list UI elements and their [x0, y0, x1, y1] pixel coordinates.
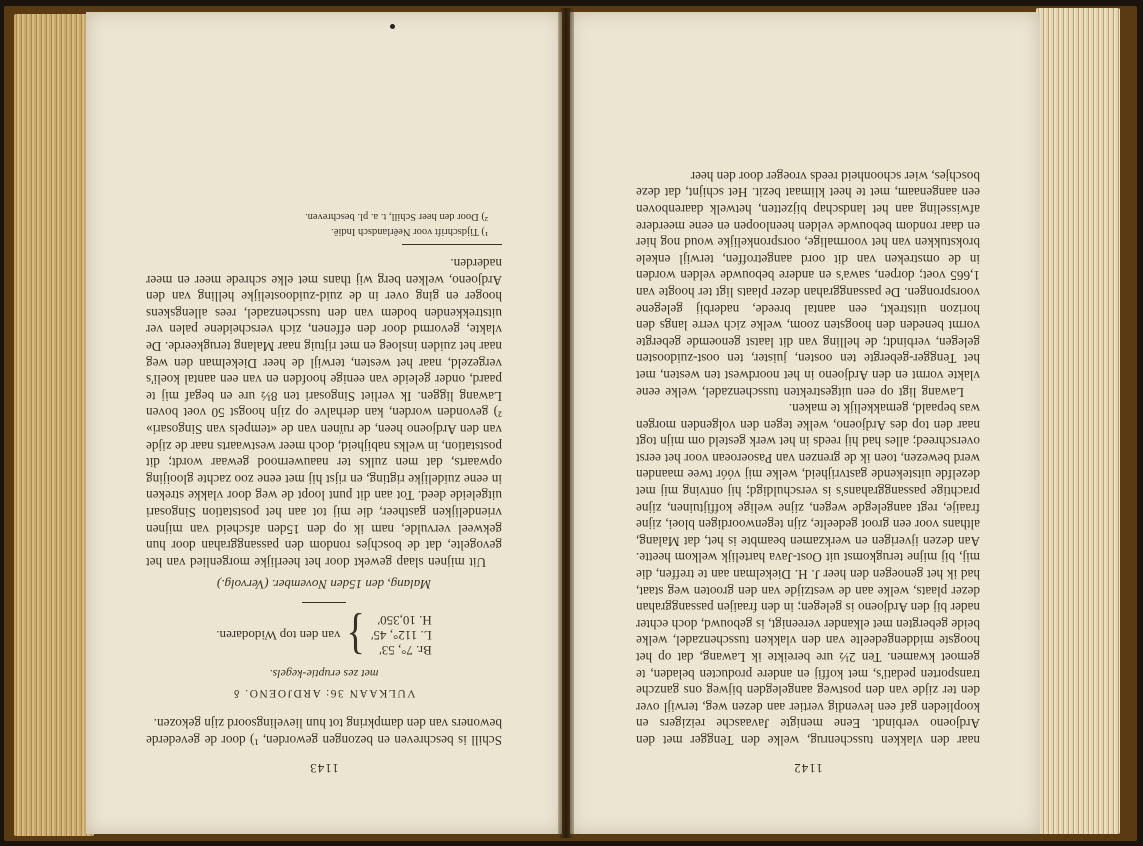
left-intro-paragraph: Schill is beschreven en bezongen geworden, ¹) door de gevederde bewoners van den dampkring tot hun lievelingsoord zijn gekozen. [146, 716, 502, 748]
right-paragraph-2: Lawang ligt op een uitgestrekten tusschenzadel, welke eene vlakte vormt en den Ardjoeno in het noordwest ten westen, met het Tengger-gebergte ten oosten, juister, ten oost-zuidoosten gelegen, verbindt; de helling van dit laatst genoemde gebergte vormt beneden den hoogsten zoom, welke zich verre langs den horizon uitstrekt, een aantal breede, naderbij gelegene voorsprongen. De passanggrahan dezer plaats ligt ter hoogte van 1,665 voet; dorpen, sawa's en andere bebouwde velden worden in de omstreken van dit oord aangetroffen, terwijl enkele brokstukken van het voormalige, oorspronkelijke woud nog hier en daar rondom bebouwde velden heenloopen en eene meerdere afwisseling aan het landschap bijzetten, hetwelk daarenboven een aangenaam, met te heet klimaat bezit. Het schijnt, dat deze boschjes, wier schoonheid reeds vroeger door den heer [636, 168, 980, 400]
page-edges-right [1036, 8, 1120, 834]
dateline: Malang, den 15den November. (Vervolg.) [216, 576, 432, 592]
page-edges-left [14, 14, 94, 836]
right-page [570, 12, 1040, 834]
coordinates-block [146, 608, 502, 663]
coord-height: H. 10,350′ [377, 612, 432, 628]
footnote-1: ¹) Tijdschrift voor Neêrlandsch Indië. [331, 225, 488, 237]
footnote-2: ²) Door den heer Schill, t. a. pl. beschreven. [304, 210, 488, 222]
left-page-number: 1143 [309, 761, 339, 776]
brace-icon: } [346, 608, 365, 663]
book-gutter [558, 8, 574, 838]
right-page-content [570, 12, 1040, 834]
coord-longitude: L. 112°, 45′ [370, 627, 432, 643]
section-rule [302, 602, 346, 603]
section-heading: VULKAAN 36: ARDJOENO. δ [232, 686, 416, 699]
section-subheading: met zes eruptie-kegels. [269, 666, 379, 681]
footnote-rule [402, 244, 502, 245]
coord-note: van den top Widodaren. [216, 628, 341, 644]
coord-latitude: Br. 7°, 53′ [378, 642, 432, 658]
left-body-paragraph: Uit mijnen slaap gewekt door het heerlijke morgenlied van het gevogelte, dat de boschjes rondom den passanggrahan door hun gekweel vervulde, nam ik op den 15den afscheid van mijnen vriendelijken gastheer, die mij tot aan het poststation Singosari uitgeleide deed. Tot aan dit punt loopt de weg door vlakke streken in eene zuidelijke rigting, en rijst hij met eene zoo zachte glooijing opwaarts, dat men zulks ter naauwernood gewaar wordt; dit poststation, in welks nabijheid, doch meer westwaarts naar de zijde van den Ardjoeno heen, de ruïnen van de «tempels van Singosari» ²) gevonden worden, kan derhalve op zijn hoogst 50 voet boven Lawang liggen. Ik verliet Singosari ten 8½ ure en begaf mij te paard, onder geleide van eenige hoofden en van een aantal koeli's vergezeld, naar het westen, terwijl de heer Diekelman den weg naar het zuiden insloeg en met rijtuig naar Malang terugkeerde. De vlakte, gevormd door den effenen, zich verscheidene palen ver uitstrekkenden bodem van den tusschenzadel, rees allengskens hooger en ging over in de zuid-zuidoostelijke helling van den Ardjoeno, welken berg wij thans met elke schrede meer en meer naderden. [146, 256, 502, 570]
left-page [86, 12, 562, 834]
left-page-content [86, 12, 562, 834]
right-paragraph-1: naar den vlakken tusschenrug, welke den Tengger met den Ardjoeno verbindt. Eene menigte Javaasche reizigers en kooplieden gaf een levendig vertier aan dezen weg, terwijl over den ter zijde van den postweg aangelegden bijweg ons ganzche transporten pedati's, met koffij en andere producten beladen, te gemoet kwamen. Ten 2½ ure bereikte ik Lawang, dat op het hoogste middengedeelte van den vlakken tusschenzadel, welke beide gebergten met elkander vereenigt, is gebouwd, doch echter nader bij den Ardjoeno is gelegen; in den fraaijen passanggrahan dezer plaats, welke aan de westzijde van den grooten weg staat, had ik het genoegen den heer J. H. Diekelman aan te treffen, die mij, bij mijne terugkomst uit Oost-Java hartelijk welkom heette. Aan dezen ijverigen en werkzamen beambte is het, dat Malang, althans voor een groot gedeelte, zijn tegenwoordigen bloei, zijne fraaije, regt aangelegde wegen, zijne welige koffijtuinen, zijne prachtige passanggrahans's is verschuldigd; hij ontving mij met dezelfde uitstekende gastvrijheid, welke mij vóór twee maanden werd bewezen, toen ik de grenzen van Pasoeroean voor het eerst overschreed; alles had hij reeds in het werk gesteld om mijn togt naar den top des Ardjoeno, welke tegen den volgenden morgen was bepaald, gemakkelijk te maken. [636, 401, 980, 748]
right-page-number: 1142 [793, 761, 823, 776]
